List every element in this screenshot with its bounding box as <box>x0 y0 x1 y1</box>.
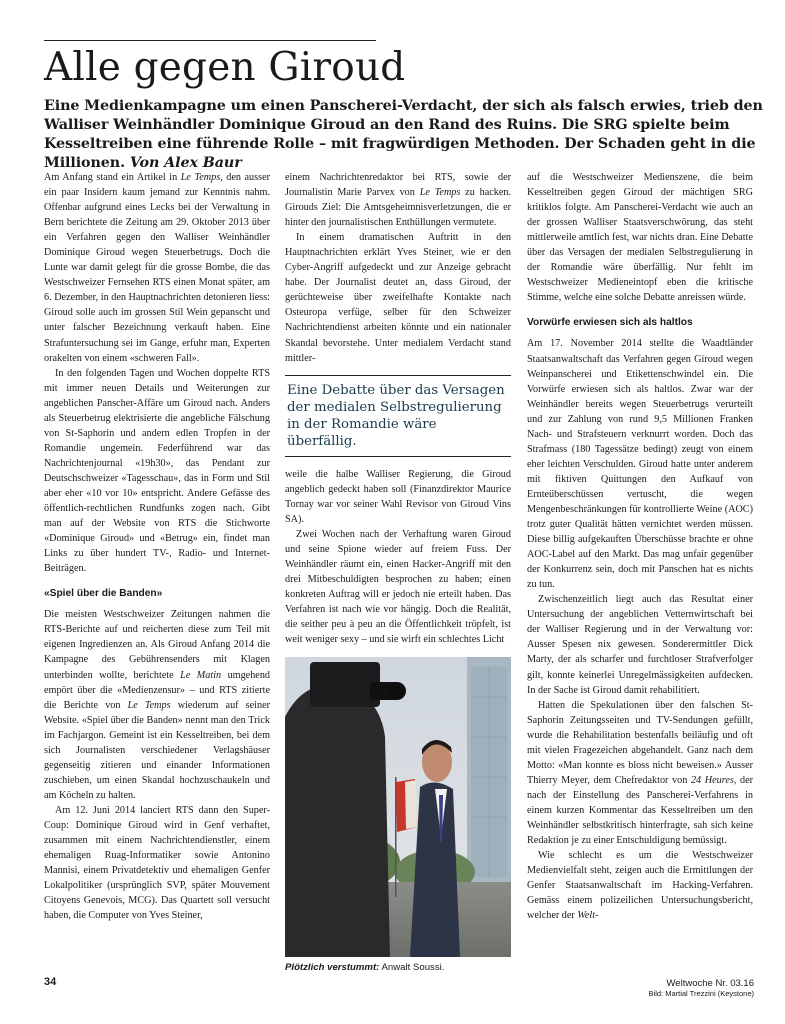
text-run: einem Nachrichtenredaktor bei RTS, sowie der Journalistin Marie Parvex von <box>285 172 511 199</box>
publication-name: 24 Heures, <box>690 774 737 786</box>
standfirst <box>44 97 764 173</box>
publication-name: Le Matin <box>180 669 222 681</box>
body-paragraph: Am 12. Juni 2014 lanciert RTS dann den Super-Coup: Dominique Giroud wird in Genf verhaftet, zusammen mit einem Nachrichtendienstler, einem ehemaligen Ruag-Informatiker sowie Antonino Mannisi, einem Privatdetektiv und ehemaligen Genfer Lokalpolitiker (ursprünglich SVP, später Mouvement Citoyens Genevois, MCG). Das Quartett soll versucht haben, die Computer von Yves Steiner, <box>44 804 270 922</box>
section-heading: Vorwürfe erwiesen sich als haltlos <box>527 317 693 329</box>
issue-label: Weltwoche Nr. 03.16 <box>666 978 754 989</box>
body-paragraph: Am 17. November 2014 stellte die Waadtländer Staatsanwaltschaft das Verfahren gegen Giroud wegen Weinpanscherei und Etikettenschwindel ein. Die Vorwürfe erwiesen sich als haltlos. Zwar war der Weinhändler bereits wegen Steuerbetrugs verurteilt und zur Zahlung von rund 9,5 Millionen Franken Nach- und Strafsteuern verknurrt worden. Doch das Strafmass (180 Tagessätze bedingt) zeugt von einem eher leichten Verschulden. Giroud hatte unter anderem mit fiktiven Quittungen den Aufkauf von Ernteüberschüssen vertuscht, die wegen Mengenbeschränkungen für kontrollierte Weine (AOC) trotz guter Qualität hätten vernichtet werden müssen. Diese billig aufgekauften Überschüsse brachte er ohne AOC-Label auf den Markt. Das mag unfair gegenüber der Konkurrenz sein, doch mit Panschen hat es nichts zu tun. <box>527 338 753 591</box>
text-run: umgehend empört über die «Medienzensur» – und RTS zitierte die Berichte von <box>44 669 271 711</box>
article-photo <box>285 657 511 957</box>
standfirst-text: Eine Medienkampagne um einen Panscherei-Verdacht, der sich als falsch erwies, trieb den Walliser Weinhändler Dominique Giroud an den Rand des Ruins. Die SRG spielte beim Kesseltreiben eine führende Rolle – mit fragwürdigen Methoden. Der Schaden geht in die Millionen. <box>44 98 763 171</box>
text-run: der nach der Einstellung des Panscherei-Verfahrens in einem kurzen Kommentar das Kesseltreiben um den Weinhändler selbstkritisch hinterfragte, sah sich keine Redaktion je zu einer Entschuldigung bemüssigt. <box>527 774 753 847</box>
text-run: wiederum auf seiner Website. «Spiel über die Banden» nennt man den Trick im Fachjargon. Gemeint ist ein Kesseltreiben, bei dem sich Journalisten verschiedener Verlagshäuser gegenseitig zitieren und einander Informationen zuschieben, um einen Skandal hochzuschaukeln und am Köcheln zu halten. <box>44 699 271 801</box>
body-paragraph: auf die Westschweizer Medienszene, die beim Kesseltreiben gegen Giroud der mächtigen SRG kritiklos folgte. Am Panscherei-Verdacht wie auch an der grossen Walliser Staatsverschwörung, das steht mittlerweile amtlich fest, war nichts dran. Eine Debatte über das Versagen der medialen Selbstregulierung in der Romandie wäre überfällig. Nur fehlt im Westschweizer Medieneintopf eben die kritische Stimme, welche eine solche Debatte anreissen würde. <box>527 172 753 304</box>
text-run: Hatten die Spekulationen über den falschen St-Saphorin Zeitungsseiten und TV-Sendungen gefüllt, wurde die Rehabilitation bestenfalls beiläufig und oft mit vielen Fragezeichen abgehandelt. Ganz nach dem Motto: «Man konnte es bloss nicht beweisen.» Ausser Thierry Meyer, dem Chefredaktor von <box>527 699 753 786</box>
body-paragraph <box>44 170 270 366</box>
text-run: , den ausser ein paar Insidern kaum jemand zur Kenntnis nahm. Offenbar aufgrund eines Lecks bei der Verwaltung in Bern berichtete die Zeitung am 29. Oktober 2013 über ein Verfahren gegen den Walliser Weinhändler Dominique Giroud wegen Steuerbetrugs. Doch die Lunte war damit gelegt für die grosse Bombe, die das Westschweizer Fernsehen RTS einen Monat später, am 6. Dezember, in den Hauptnachrichten detonieren liess: Giroud solle auch im grossen Stil Wein gepanscht und unter falscher Bezeichnung verkauft haben. Eine Strafuntersuchung sei im Gange, erfuhr man, Experten orakelten von einem «schweren Fall». <box>44 172 270 364</box>
headline: Alle gegen Giroud <box>44 45 406 90</box>
caption-lead: Plötzlich verstummt: <box>285 962 380 974</box>
text-run: Wie schlecht es um die Westschweizer Medienvielfalt steht, zeigen auch die Ermittlungen der Genfer Staatsanwaltschaft im Hacking-Verfahren. Gemäss einem polizeilichen Untersuchungsbericht, welcher der <box>527 850 753 922</box>
publication-name: Welt- <box>577 910 599 922</box>
body-paragraph <box>527 848 753 923</box>
body-paragraph <box>285 170 511 230</box>
article-column-2 <box>285 170 511 974</box>
body-paragraph: Zwischenzeitlich liegt auch das Resultat einer Untersuchung der angeblichen Vetternwirtschaft bei der Walliser Regierung und in der Verwaltung vor: Ausser Spesen nix gewesen. Sonderermittler Dick Marty, der als scharfer und furchtloser Strafverfolger gilt, konnte keinerlei Unregelmässigkeiten aufdecken. In der Sache ist Giroud damit rehabilitiert. <box>527 594 753 696</box>
caption-text: Anwalt Soussi. <box>379 962 445 974</box>
photo-caption <box>285 962 511 974</box>
publication-name: Le Temps <box>180 172 221 183</box>
article-column-3 <box>527 170 753 923</box>
headline-rule <box>44 40 376 41</box>
text-run: Am Anfang stand ein Artikel in <box>44 172 181 183</box>
text-run: Die meisten Westschweizer Zeitungen nahmen die RTS-Berichte auf und reicherten diese zum Teil mit eigenen Ingredienzen an. Als Giroud Anfang 2014 die Kampagne des Gebührensenders mit Klagen unterbinden wollte, berichtete <box>44 609 270 681</box>
page-number: 34 <box>44 976 57 988</box>
body-paragraph: Zwei Wochen nach der Verhaftung waren Giroud und seine Spione wieder auf freiem Fuss. Der Weinhändler räumt ein, einen Hacker-Angriff mit den drei Mitbeschuldigten besprochen zu haben; einen konkreten Auftrag will er jedoch nie erteilt haben. Das Verfahren ist nach wie vor hängig. Doch die Realität, die seither peu à peu an die Öffentlichkeit tröpfelt, ist weit weniger sexy – und sie wirft ein schlechtes Licht <box>285 528 511 646</box>
text-run: zu hacken. Girouds Ziel: Die Amtsgeheimnisverletzungen, die er hinter den journalistischen Enthüllungen vermutete. <box>285 187 511 229</box>
body-paragraph: In den folgenden Tagen und Wochen doppelte RTS mit immer neuen Details und Weiterungen zur angeblichen Panscher-Affäre um Giroud nach. Anders als Steuerbetrug elektrisierte die angebliche Fälschung von St-Saphorin und andern edlen Tropfen in der Romandie ungemein. Federführend war das Nachrichtenjournal «19h30», das Pendant zur Deutschschweizer «Tagesschau», das in Form und Stil aber eher «10 vor 10» entspricht. Andere Gefässe des öffentlich-rechtlichen Rundfunks zogen nach. Gibt man auf der Website von RTS die Stichworte «Dominique Giroud» und «Betrug» ein, findet man Links zu über hundert TV-, Radio- und Internet-Beiträgen. <box>44 367 270 575</box>
body-paragraph: In einem dramatischen Auftritt in den Hauptnachrichten erklärt Yves Steiner, wie er den Cyber-Angriff aufgedeckt und zur Anzeige gebracht habe. Der Journalist deutet an, dass Giroud, der gerüchteweise über zweifelhafte Kontakte nach Osteuropa verfüge, selber für den Schweizer Nachrichtendienst arbeiten könnte und ein nationaler Skandal bevorstehe. Unter medialem Verdacht stand mittler- <box>285 232 511 364</box>
article-column-1 <box>44 170 270 923</box>
body-paragraph <box>527 698 753 848</box>
body-paragraph <box>44 607 270 803</box>
pull-quote: Eine Debatte über das Versagen der medialen Selbstregulierung in der Romandie wäre überfällig. <box>285 375 511 457</box>
publication-name: Le Temps <box>127 699 171 711</box>
body-paragraph: weile die halbe Walliser Regierung, die Giroud angeblich gedeckt haben soll (Finanzdirektor Maurice Tornay war vor seiner Wahl Revisor von Giroud Vins SA). <box>285 468 511 525</box>
photo-credit: Bild: Martial Trezzini (Keystone) <box>648 989 754 998</box>
section-heading: «Spiel über die Banden» <box>44 588 163 600</box>
issue-info <box>649 978 754 999</box>
byline: Von Alex Baur <box>129 155 242 171</box>
publication-name: Le Temps <box>419 187 461 199</box>
